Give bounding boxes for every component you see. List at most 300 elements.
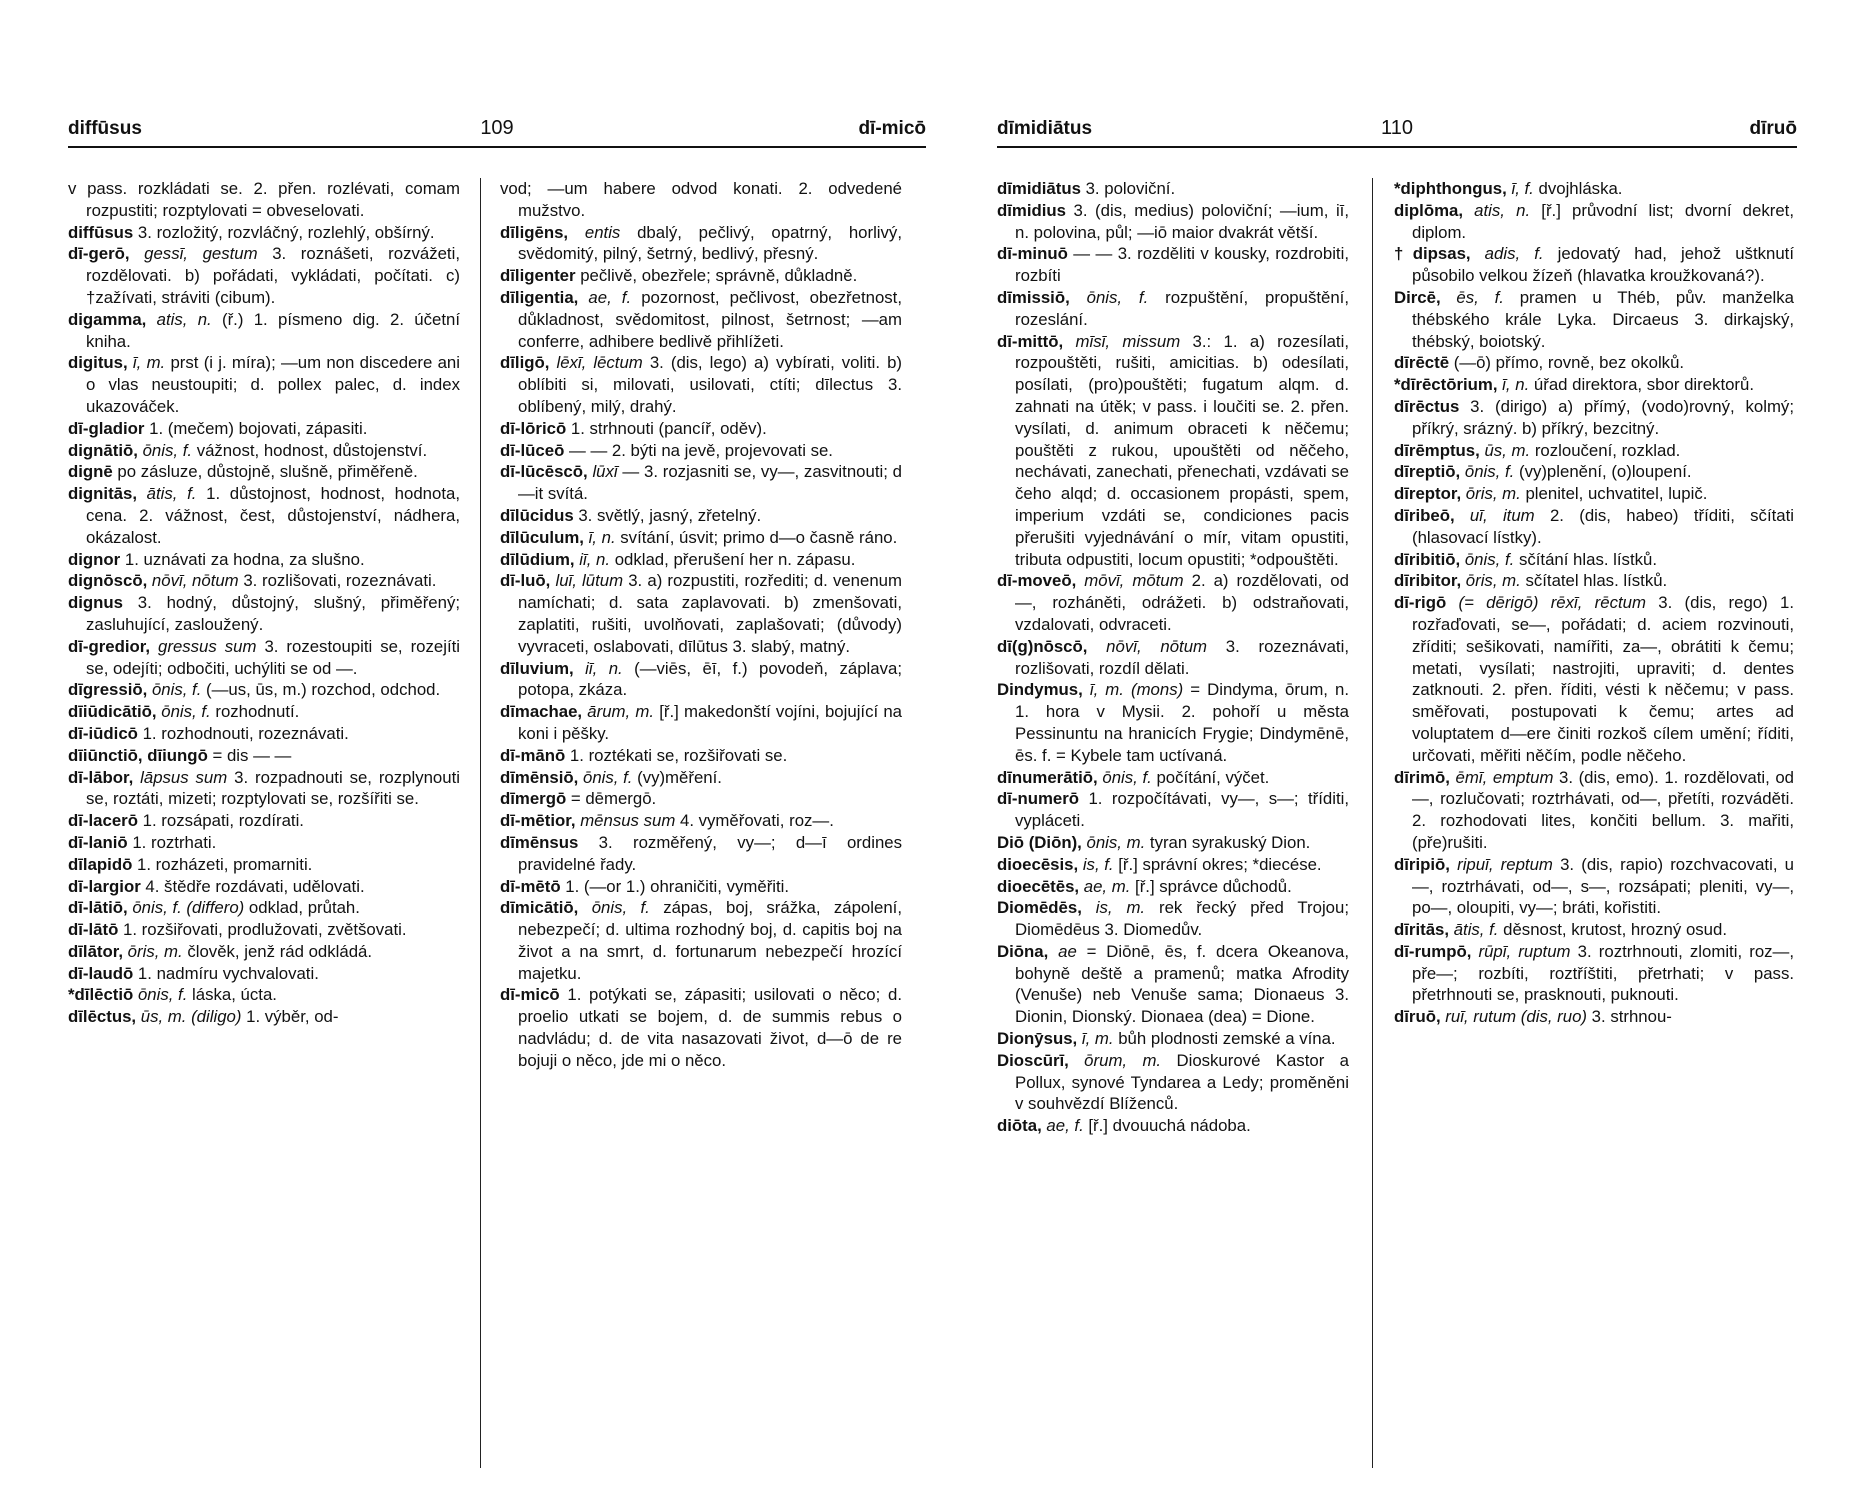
entry-grammar: ae, f. xyxy=(578,287,632,307)
entry-definition: rozloučení, rozklad. xyxy=(1530,440,1681,460)
entry-definition: 3. a) rozpustiti, rozřediti; d. venenum namíchati; d. sata zaplavovati. b) zmenšovati, zaplatiti, rušiti, uvolňovati, zaplašovati; (důvody) vyvraceti, oslabovati, dīlūtus 3. slabý, matný. xyxy=(518,571,902,656)
entry-grammar: mīsī, missum xyxy=(1063,331,1181,351)
dictionary-entry xyxy=(68,243,460,308)
dictionary-entry xyxy=(1394,483,1794,505)
entry-headword: dīruō, xyxy=(1394,1007,1441,1027)
dictionary-entry xyxy=(500,222,902,266)
dictionary-entry xyxy=(68,723,460,745)
entry-headword: dī-gerō, xyxy=(68,244,130,264)
dictionary-entry xyxy=(68,984,460,1006)
entry-definition: 3. (dirigo) a) přímý, (vodo)rovný, kolmý; příkrý, srázný. b) příkrý, bezcitný. xyxy=(1412,396,1794,438)
dictionary-entry xyxy=(997,832,1349,854)
dictionary-entry xyxy=(997,788,1349,832)
entry-grammar: atis, n. xyxy=(1463,200,1531,220)
entry-grammar: ae, m. xyxy=(1079,876,1131,896)
dictionary-entry xyxy=(1394,440,1794,462)
entry-headword: dīrēctus xyxy=(1394,396,1460,416)
entry-grammar: ī, f. xyxy=(1506,179,1534,198)
entry-headword: dī-lātiō, xyxy=(68,898,128,918)
entry-definition: dbalý, pečlivý, opatrný, horlivý, svědomitý, pilný, šetrný, bedlivý, přesný. xyxy=(518,222,902,264)
entry-headword: dioecēsis, xyxy=(997,854,1079,874)
dictionary-entry xyxy=(68,549,460,571)
dictionary-entry xyxy=(500,984,902,1071)
entry-grammar: gessī, gestum xyxy=(129,244,258,264)
entry-headword: dignus xyxy=(68,593,123,613)
entry-headword: dīligentia, xyxy=(500,287,579,307)
entry-headword: dī(g)nōscō, xyxy=(997,636,1088,656)
entry-headword: dī-minuō xyxy=(997,244,1068,264)
entry-headword: dīlēctus, xyxy=(68,1007,137,1027)
dictionary-entry xyxy=(68,919,460,941)
entry-definition: = dēmergō. xyxy=(566,789,657,809)
entry-definition: 1. důstojnost, hodnost, hodnota, cena. 2. vážnost, čest, důstojenství, nádhera, okázalost. xyxy=(86,484,460,547)
entry-headword: dīmicātiō, xyxy=(500,898,579,918)
entry-headword: dīlātor, xyxy=(68,941,124,961)
entry-grammar: luī, lūtum xyxy=(550,571,624,591)
entry-headword: dīligenter xyxy=(500,266,576,286)
entry-headword: *dīrēctōrium, xyxy=(1394,375,1498,395)
entry-grammar: ī, m. (mons) xyxy=(1082,680,1184,700)
entry-definition: = Dindyma, ōrum, n. 1. hora v Mysii. 2. pohoří u města Pessinuntu na hranicích Frygie; Dindymēnē, ēs. f. = Kybele tam uctívaná. xyxy=(1015,680,1349,765)
column-left xyxy=(997,178,1349,1460)
entry-headword: dīreptor, xyxy=(1394,484,1462,504)
entry-headword: dignitās, xyxy=(68,484,137,504)
dictionary-entry xyxy=(500,897,902,984)
dictionary-entry xyxy=(997,876,1349,898)
dictionary-entry xyxy=(68,810,460,832)
entry-grammar: ōnis, f. xyxy=(578,898,650,918)
entry-grammar: mōvī, mōtum xyxy=(1076,571,1184,591)
entry-definition: (vy)měření. xyxy=(632,767,722,787)
entry-headword: dīlūdium, xyxy=(500,549,575,569)
entry-headword: dīrēctē xyxy=(1394,353,1450,373)
entry-definition: = Diōnē, ēs, f. dcera Okeanova, bohyně deště a pramenů; matka Afrodity (Venuše) neb Venuše sama; Dionaeus 3. Dionin, Dionský. Dionaea (dea) = Dione. xyxy=(1015,941,1349,1027)
entry-grammar: ēmī, emptum xyxy=(1449,767,1554,787)
entry-definition: 3. rozložitý, rozvláčný, rozlehlý, obšírný. xyxy=(133,222,435,242)
entry-headword: diōta, xyxy=(997,1116,1042,1136)
entry-headword: dīmidiātus xyxy=(997,179,1081,198)
header-guide-word-left: diffūsus xyxy=(68,118,142,139)
entry-grammar: ōris, m. xyxy=(123,941,183,961)
entry-headword: dī-lūceō xyxy=(500,440,565,460)
entry-grammar: is, m. xyxy=(1081,898,1146,918)
dictionary-entry xyxy=(500,788,902,810)
entry-grammar: ae, f. xyxy=(1041,1116,1084,1136)
entry-definition: tyran syrakuský Dion. xyxy=(1145,832,1311,852)
entry-definition: (—ō) přímo, rovně, bez okolků. xyxy=(1449,353,1685,373)
dictionary-entry xyxy=(997,243,1349,287)
dictionary-entry xyxy=(1394,505,1794,549)
dictionary-entry xyxy=(997,767,1349,789)
entry-definition: 1. rozšiřovati, prodlužovati, zvětšovati. xyxy=(118,920,407,940)
entry-headword: dī-numerō xyxy=(997,789,1080,809)
entry-grammar: ōnis, f. xyxy=(1460,462,1515,482)
entry-definition: odklad, průtah. xyxy=(244,898,360,918)
entry-definition: 1. uznávati za hodna, za slušno. xyxy=(120,549,365,569)
column-divider xyxy=(480,178,481,1468)
entry-headword: digitus, xyxy=(68,353,128,373)
entry-definition: 1. nadmíru vychvalovati. xyxy=(133,963,319,983)
entry-headword: dī-micō xyxy=(500,985,560,1005)
entry-grammar: ī, n. xyxy=(583,527,616,547)
dictionary-entry xyxy=(1394,919,1794,941)
entry-grammar: entis xyxy=(568,222,621,242)
dictionary-entry xyxy=(68,636,460,680)
entry-headword: *diphthongus, xyxy=(1394,179,1507,198)
entry-definition: člověk, jenž rád odkládá. xyxy=(182,941,373,961)
entry-definition: (ř.) 1. písmeno dig. 2. účetní kniha. xyxy=(86,309,460,351)
entry-definition: jedovatý had, jehož uštknutí působilo velkou žízeň (hlavatka kroužkovaná?). xyxy=(1412,244,1794,286)
entry-headword: dīreptiō, xyxy=(1394,462,1461,482)
entry-definition: pramen u Théb, pův. manželka thébského krále Lyka. Dircaeus 3. dirkajský, thébský, boiotský. xyxy=(1412,287,1794,351)
dictionary-entry xyxy=(1394,374,1794,396)
entry-definition: 3. světlý, jasný, zřetelný. xyxy=(573,505,762,525)
entry-definition: 3. (dis, lego) a) vybírati, voliti. b) oblíbiti si, milovati, usilovati, ctíti; dīlectus 3. oblíbený, milý, drahý. xyxy=(518,353,902,416)
entry-definition: 3. hodný, důstojný, slušný, přiměřený; zasluhující, zasloužený. xyxy=(86,593,460,634)
dictionary-entry xyxy=(500,287,902,352)
entry-headword: diffūsus xyxy=(68,222,134,242)
entry-headword: dignē xyxy=(68,462,113,482)
entry-grammar: ōnis, m. xyxy=(1081,832,1146,852)
dictionary-entry xyxy=(68,570,460,592)
dictionary-entry xyxy=(500,178,902,222)
entry-headword: Dionȳsus, xyxy=(997,1029,1078,1049)
dictionary-entry xyxy=(68,745,460,767)
dictionary-entry xyxy=(997,287,1349,331)
dictionary-entry xyxy=(1394,287,1794,352)
entry-definition: 3. rozestoupiti se, rozejíti se, odejíti; odbočiti, uchýliti se od —. xyxy=(86,636,460,678)
entry-definition: 2. (dis, habeo) tříditi, sčítati (hlasovací lístky). xyxy=(1412,505,1794,547)
entry-definition: [ř.] dvouuchá nádoba. xyxy=(1083,1116,1251,1136)
entry-grammar: ōnis, f. (differo) xyxy=(127,898,245,918)
entry-definition: (—us, ūs, m.) rozchod, odchod. xyxy=(201,680,441,700)
entry-headword: dīiūnctiō, dīiungō xyxy=(68,745,208,765)
entry-headword: dī-mētō xyxy=(500,876,561,896)
entry-definition: 1. rozhodnouti, rozeznávati. xyxy=(137,723,349,743)
entry-definition: = dis — — xyxy=(207,745,292,765)
entry-grammar: ātis, f. xyxy=(1449,920,1499,940)
dictionary-entry xyxy=(997,570,1349,635)
entry-headword: Dioscūrī, xyxy=(997,1050,1069,1070)
entry-grammar: ī, m. xyxy=(127,353,166,373)
entry-definition: 1. (mečem) bojovati, zápasiti. xyxy=(144,418,368,438)
dictionary-entry xyxy=(997,679,1349,766)
column-left xyxy=(68,178,460,1460)
dictionary-entry xyxy=(68,701,460,723)
dictionary-entry xyxy=(500,352,902,417)
entry-definition: 3. rozeznávati, rozlišovati, rozdíl dělati. xyxy=(1015,636,1349,678)
entry-definition: — 3. rozjasniti se, vy—, zasvitnouti; d—it svítá. xyxy=(518,462,902,504)
entry-definition: [ř.] správní okres; *diecése. xyxy=(1113,854,1322,874)
header-guide-word-right: dī-micō xyxy=(858,118,926,139)
entry-headword: dīripiō, xyxy=(1394,854,1450,874)
entry-headword: dī-moveō, xyxy=(997,571,1077,591)
entry-definition: 3. roztrhnouti, zlomiti, roz—, pře—; rozbíti, roztříštiti, přetrhati; v pass. přetrhnouti se, prasknouti, puknouti. xyxy=(1412,941,1794,1005)
entry-definition: 1. rozsápati, rozdírati. xyxy=(137,811,304,831)
entry-headword: dīmidius xyxy=(997,200,1066,220)
entry-headword: dīligēns, xyxy=(500,222,569,242)
entry-definition: 3.: 1. a) rozesílati, rozpouštěti, rušiti, amicitias. b) odesílati, posílati, (pro)pouštěti; fugatum alqm. d. zahnati na útěk; v pass. i loučiti se. 2. přen. vysílati, d. animum obraceti k něčemu; pouštěti z rukou, upouštěti od něčeho, nechávati, zanechati, přenechati, vzdávati se čeho alqd; d. occasionem propásti, spem, imperium vzdáti se, condiciones pacis přerušiti vyjednávání o mír, vitam opustiti, tributa odpustiti, locum opustiti; *odpouštěti. xyxy=(1015,331,1349,569)
dictionary-entry xyxy=(997,178,1349,200)
entry-definition: — — 2. býti na jevě, projevovati se. xyxy=(564,440,833,460)
entry-headword: dī-lābor, xyxy=(68,767,134,787)
dictionary-entry xyxy=(997,941,1349,1028)
dictionary-entry xyxy=(68,440,460,462)
entry-headword: dīritās, xyxy=(1394,920,1450,940)
entry-headword: dioecētēs, xyxy=(997,876,1080,896)
entry-headword: †dipsas, xyxy=(1394,244,1471,264)
entry-definition: rozpuštění, propuštění, rozeslání. xyxy=(1015,287,1349,329)
dictionary-entry xyxy=(1394,200,1794,244)
dictionary-entry xyxy=(68,941,460,963)
entry-headword: dī-mānō xyxy=(500,745,566,765)
entry-definition: úřad direktora, sbor direktorů. xyxy=(1529,375,1755,395)
dictionary-entry xyxy=(68,461,460,483)
dictionary-entry xyxy=(500,461,902,505)
page-header xyxy=(997,106,1797,148)
entry-definition: 3. strhnou- xyxy=(1587,1007,1672,1027)
entry-headword: dīmachae, xyxy=(500,702,583,722)
entry-definition: [ř.] makedonští vojíni, bojující na koni i pěšky. xyxy=(518,702,902,743)
entry-definition: 3. roznášeti, rozvážeti, rozdělovati. b) pořádati, vykládati, počítati. c) †zažívati, stráviti (cibum). xyxy=(86,244,460,307)
dictionary-entry xyxy=(997,897,1349,941)
dictionary-entry xyxy=(68,832,460,854)
entry-definition: v pass. rozkládati se. 2. přen. rozlévati, comam rozpustiti; rozptylovati = obveselovati. xyxy=(68,179,460,220)
entry-grammar: lūxī xyxy=(587,462,618,482)
entry-headword: dīrimō, xyxy=(1394,767,1450,787)
entry-headword: digamma, xyxy=(68,309,147,329)
dictionary-entry xyxy=(500,549,902,571)
entry-headword: dīlūcidus xyxy=(500,505,574,525)
dictionary-entry xyxy=(1394,941,1794,1006)
entry-headword: dī-gladior xyxy=(68,418,145,438)
entry-headword: Dindymus, xyxy=(997,680,1083,700)
entry-definition: 4. vyměřovati, roz—. xyxy=(675,811,834,831)
header-guide-word-left: dīmidiātus xyxy=(997,118,1093,139)
entry-definition: Dioskurové Kastor a Pollux, synové Tyndarea a Ledy; proměněni v souhvězdí Blíženců. xyxy=(1015,1050,1349,1114)
dictionary-entry xyxy=(68,178,460,222)
entry-grammar: ūs, m. xyxy=(1479,440,1531,460)
dictionary-entry xyxy=(997,331,1349,571)
entry-grammar: lāpsus sum xyxy=(133,767,228,787)
entry-grammar: ōris, m. xyxy=(1461,484,1521,504)
entry-definition: 3. (dis, rego) 1. rozřaďovati, se—, pořádati; d. aciem rozvinouti, zříditi; sešikovati, namířiti, za—, obrátiti k čemu; metati, vysílati; nastrojiti, upraviti; d. dentes zatknouti. 2. přen. říditi, vésti k něčemu; v pass. směřovati, postupovati k čemu; artes ad voluptatem d—ere činiti rozkoš cílem umění; říditi, určovati, měřiti něčím, podle něčeho. xyxy=(1412,593,1794,765)
dictionary-entry xyxy=(997,636,1349,680)
entry-headword: dīmēnsus xyxy=(500,832,579,852)
header-guide-word-right: dīruō xyxy=(1749,118,1797,139)
entry-headword: dīribitor, xyxy=(1394,571,1462,591)
entry-headword: dīligō, xyxy=(500,353,550,373)
entry-grammar: nōvī, nōtum xyxy=(147,571,239,591)
dictionary-entry xyxy=(500,832,902,876)
entry-definition: 1. (—or 1.) ohraničiti, vyměřiti. xyxy=(560,876,790,896)
entry-headword: dī-lūcēscō, xyxy=(500,462,588,482)
entry-definition: 1. rozpočítávati, vy—, s—; tříditi, vypláceti. xyxy=(1015,789,1349,831)
entry-definition: zápas, boj, srážka, zápolení, nebezpečí; d. ultima rozhodný boj, d. capitis boj na život a na smrt, d. fortunarum nebezpečí hrozící majetku. xyxy=(518,898,902,983)
entry-headword: dī-mētior, xyxy=(500,811,576,831)
entry-definition: 1. potýkati se, zápasiti; usilovati o něco; d. proelio utkati se bojem, d. de summis rebus o nadvládu; d. de vita nasazovati život, d—ō de re bojuji o něco, jde mi o něco. xyxy=(518,985,902,1070)
entry-definition: (vy)plenění, (o)loupení. xyxy=(1514,462,1692,482)
entry-grammar: ōnis, f. xyxy=(1460,549,1515,569)
dictionary-entry xyxy=(1394,767,1794,854)
entry-grammar: ātis, f. xyxy=(137,484,197,504)
entry-grammar: uī, itum xyxy=(1454,505,1535,525)
entry-headword: dī-laniō xyxy=(68,832,128,852)
dictionary-entry xyxy=(1394,570,1794,592)
entry-definition: vod; —um habere odvod konati. 2. odvedené mužstvo. xyxy=(500,179,902,220)
entry-grammar: ōnis, f. xyxy=(137,440,193,460)
dictionary-entry xyxy=(68,483,460,548)
right-page xyxy=(929,0,1858,1500)
entry-definition: 3. (dis, medius) poloviční; —ium, iī, n. polovina, půl; —iō maior dvakrát větší. xyxy=(1015,200,1349,242)
entry-grammar: iī, n. xyxy=(574,549,611,569)
entry-grammar: ōnis, f. xyxy=(156,702,211,722)
column-right xyxy=(500,178,902,1460)
entry-definition: dvojhláska. xyxy=(1533,179,1623,198)
entry-headword: dīmergō xyxy=(500,789,567,809)
entry-grammar: ruī, rutum (dis, ruo) xyxy=(1440,1007,1588,1027)
dictionary-entry xyxy=(1394,243,1794,287)
entry-headword: dī-luō, xyxy=(500,571,551,591)
entry-definition: 1. rozházeti, promarniti. xyxy=(132,854,313,874)
entry-definition: 2. a) rozdělovati, od—, rozháněti, odrážeti. b) odstraňovati, vzdalovati, odvraceti. xyxy=(1015,571,1349,634)
entry-grammar: ūs, m. (diligo) xyxy=(136,1007,242,1027)
dictionary-entry xyxy=(500,527,902,549)
entry-definition: 3. rozlišovati, rozeznávati. xyxy=(238,571,437,591)
dictionary-entry xyxy=(1394,1006,1794,1028)
dictionary-entry xyxy=(500,745,902,767)
entry-headword: dīlapidō xyxy=(68,854,133,874)
column-right xyxy=(1394,178,1794,1460)
dictionary-entry xyxy=(1394,549,1794,571)
entry-headword: Diomēdēs, xyxy=(997,898,1082,918)
page-header xyxy=(68,106,926,148)
entry-definition: — — 3. rozděliti v kousky, rozdrobiti, rozbíti xyxy=(1015,244,1349,286)
entry-headword: dīmēnsiō, xyxy=(500,767,579,787)
entry-definition: 3. (dis, emo). 1. rozdělovati, od—, rozlučovati; roztrhávati, od—, přetíti, rozváděti. 2. rozhodovati lites, končiti bellum. 3. mařiti, (pře)rušiti. xyxy=(1412,767,1794,852)
dictionary-entry xyxy=(1394,854,1794,919)
entry-headword: diplōma, xyxy=(1394,200,1463,220)
entry-grammar: atis, n. xyxy=(146,309,212,329)
entry-headword: dīribeō, xyxy=(1394,505,1455,525)
entry-grammar: rūpī, ruptum xyxy=(1471,941,1571,961)
dictionary-entry xyxy=(1394,396,1794,440)
entry-grammar: ōnis, f. xyxy=(147,680,202,700)
dictionary-entry xyxy=(997,1115,1349,1137)
dictionary-entry xyxy=(997,854,1349,876)
entry-grammar: ōnis, f. xyxy=(133,985,188,1005)
entry-definition: rek řecký před Trojou; Diomēdēus 3. Diomedův. xyxy=(1015,898,1349,940)
dictionary-entry xyxy=(68,854,460,876)
entry-headword: Diōna, xyxy=(997,941,1049,961)
entry-definition: 3. (dis, rapio) rozchvacovati, u—, roztrhávati, od—, s—, rozsápati; pleniti, vy—, po—, oloupiti, vy—; bráti, kořistiti. xyxy=(1412,854,1794,918)
entry-grammar: ae xyxy=(1048,941,1077,961)
entry-definition: 3. rozměřený, vy—; d—ī ordines pravidelné řady. xyxy=(518,832,902,874)
entry-definition: bůh plodnosti zemské a vína. xyxy=(1113,1029,1336,1049)
entry-definition: rozhodnutí. xyxy=(210,702,300,722)
entry-headword: *dīlēctiō xyxy=(68,985,134,1005)
dictionary-entry xyxy=(500,810,902,832)
dictionary-entry xyxy=(500,658,902,702)
entry-grammar: ōris, m. xyxy=(1461,571,1521,591)
dictionary-entry xyxy=(68,1006,460,1028)
entry-definition: sčítatel hlas. lístků. xyxy=(1520,571,1668,591)
column-divider xyxy=(1372,178,1373,1468)
entry-definition: vážnost, hodnost, důstojenství. xyxy=(192,440,428,460)
dictionary-entry xyxy=(500,418,902,440)
dictionary-entry xyxy=(500,767,902,789)
entry-grammar: ōnis, f. xyxy=(1069,287,1149,307)
entry-definition: plenitel, uchvatitel, lupič. xyxy=(1520,484,1708,504)
entry-headword: dignātiō, xyxy=(68,440,138,460)
entry-headword: Diō (Diōn), xyxy=(997,832,1082,852)
entry-headword: dīribitiō, xyxy=(1394,549,1461,569)
entry-headword: dīlūculum, xyxy=(500,527,584,547)
entry-definition: svítání, úsvit; primo d—o časně ráno. xyxy=(615,527,898,547)
entry-headword: dī-laudō xyxy=(68,963,134,983)
dictionary-entry xyxy=(500,265,902,287)
entry-definition: láska, úcta. xyxy=(187,985,277,1005)
entry-grammar: ārum, m. xyxy=(582,702,655,722)
entry-grammar: nōvī, nōtum xyxy=(1087,636,1208,656)
entry-headword: dī-largior xyxy=(68,876,141,896)
entry-definition: (—viēs, ēī, f.) povodeň, záplava; potopa, zkáza. xyxy=(518,658,902,700)
entry-definition: odklad, přerušení her n. zápasu. xyxy=(610,549,856,569)
dictionary-entry xyxy=(500,876,902,898)
entry-grammar: ī, n. xyxy=(1497,375,1530,395)
dictionary-entry xyxy=(1394,352,1794,374)
page-number: 110 xyxy=(1381,117,1413,139)
dictionary-entry xyxy=(997,1028,1349,1050)
dictionary-entry xyxy=(68,679,460,701)
entry-headword: dī-iūdicō xyxy=(68,723,138,743)
dictionary-entry xyxy=(68,876,460,898)
entry-grammar: is, f. xyxy=(1078,854,1114,874)
dictionary-entry xyxy=(1394,461,1794,483)
entry-grammar: ōrum, m. xyxy=(1068,1050,1162,1070)
entry-headword: dī-lātō xyxy=(68,920,119,940)
entry-headword: dī-rumpō, xyxy=(1394,941,1472,961)
dictionary-entry xyxy=(68,309,460,353)
entry-grammar: (= dērigō) rēxī, rēctum xyxy=(1446,593,1646,613)
entry-headword: Dircē, xyxy=(1394,287,1441,307)
dictionary-entry xyxy=(68,418,460,440)
entry-headword: dīnumerātiō, xyxy=(997,767,1098,787)
dictionary-entry xyxy=(1394,178,1794,200)
entry-definition: 1. výběr, od- xyxy=(241,1007,339,1027)
dictionary-entry xyxy=(68,592,460,636)
entry-headword: dīiūdicātiō, xyxy=(68,702,157,722)
entry-grammar: ripuī, reptum xyxy=(1449,854,1553,874)
entry-definition: děsnost, krutost, hrozný osud. xyxy=(1498,920,1727,940)
dictionary-entry xyxy=(500,505,902,527)
entry-definition: po zásluze, důstojně, slušně, přiměřeně. xyxy=(112,462,418,482)
entry-headword: dī-lacerō xyxy=(68,811,138,831)
page-number: 109 xyxy=(480,117,514,139)
entry-definition: 1. strhnouti (pancíř, oděv). xyxy=(566,418,767,438)
entry-definition: 3. poloviční. xyxy=(1080,179,1176,198)
dictionary-entry xyxy=(997,1050,1349,1115)
entry-grammar: ēs, f. xyxy=(1440,287,1504,307)
entry-grammar: mēnsus sum xyxy=(575,811,676,831)
dictionary-entry xyxy=(68,897,460,919)
entry-headword: dignor xyxy=(68,549,121,569)
entry-grammar: iī, n. xyxy=(573,658,623,678)
entry-grammar: ōnis, f. xyxy=(1097,767,1152,787)
entry-definition: 1. roztékati se, rozšiřovati se. xyxy=(565,745,788,765)
dictionary-entry xyxy=(68,963,460,985)
entry-headword: dī-rigō xyxy=(1394,593,1447,613)
